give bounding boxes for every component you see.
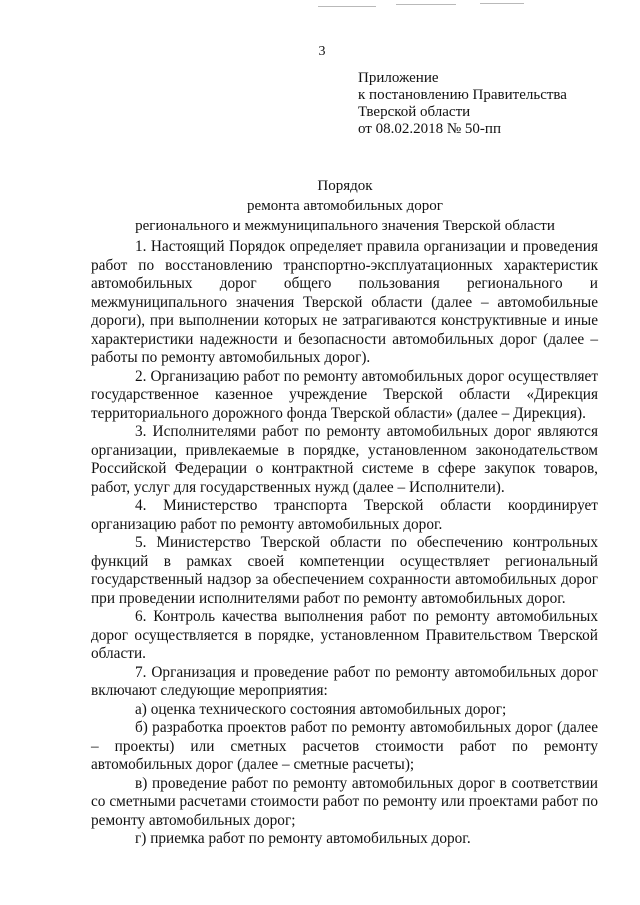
title-line: Порядок <box>317 178 373 194</box>
subitem-a: а) оценка технического состояния автомобильных дорог; <box>135 700 507 718</box>
scan-artifact-line <box>480 3 524 4</box>
scan-artifact-line <box>396 4 456 5</box>
paragraph-7: 7. Организация и проведение работ по ремонту автомобильных дорог включают следующие мероприятия: <box>91 663 598 699</box>
subitem-v: в) проведение работ по ремонту автомобильных дорог в соответствии со сметными расчетами стоимости работ по ремонту или проектами работ по ремонту автомобильных дорог; <box>91 774 598 829</box>
paragraph-6: 6. Контроль качества выполнения работ по ремонту автомобильных дорог осуществляется в порядке, установленном Правительством Тверской области. <box>91 608 598 662</box>
appendix-line: Приложение <box>358 70 439 86</box>
paragraph-3: 3. Исполнителями работ по ремонту автомобильных дорог являются организации, привлекаемые в порядке, установленном законодательством Российской Федерации о контрактной системе в сфере закупок товаров, работ, услуг для государственных нужд (далее – Исполнители). <box>91 423 598 496</box>
appendix-line: Тверской области <box>358 104 471 120</box>
paragraph-2: 2. Организацию работ по ремонту автомобильных дорог осуществляет государственное казенное учреждение Тверской области «Дирекция территориального дорожного фонда Тверской области» (далее – Дирекция). <box>91 367 598 422</box>
appendix-line: к постановлению Правительства <box>358 87 567 103</box>
document-title <box>90 176 600 236</box>
appendix-block <box>358 70 567 138</box>
paragraph-1: 1. Настоящий Порядок определяет правила организации и проведения работ по восстановлению транспортно-эксплуатационных характеристик автомобильных дорог общего пользования регионального и межмуниципального значения Тверской области (далее – автомобильные дороги), при выполнении которых не затрагиваются конструктивные и иные характеристики надежности и безопасности автомобильных дорог (далее – работы по ремонту автомобильных дорог). <box>91 238 598 366</box>
paragraph-4: 4. Министерство транспорта Тверской области координирует организацию работ по ремонту автомобильных дорог. <box>91 497 598 533</box>
scan-artifact-line <box>318 6 376 7</box>
subitem-g: г) приемка работ по ремонту автомобильных дорог. <box>135 830 471 847</box>
document-body <box>91 238 598 849</box>
subitem-b: б) разработка проектов работ по ремонту автомобильных дорог (далее – проекты) или сметных расчетов стоимости работ по ремонту автомобильных дорог (далее – сметные расчеты); <box>91 719 598 773</box>
appendix-line: от 08.02.2018 № 50-пп <box>358 121 501 137</box>
title-line: регионального и межмуниципального значения Тверской области <box>135 218 555 234</box>
paragraph-5: 5. Министерство Тверской области по обеспечению контрольных функций в рамках своей компетенции осуществляет региональный государственный надзор за обеспечением сохранности автомобильных дорог при проведении исполнителями работ по ремонту автомобильных дорог. <box>91 534 598 607</box>
page-number: 3 <box>318 44 326 59</box>
title-line: ремонта автомобильных дорог <box>247 198 443 214</box>
